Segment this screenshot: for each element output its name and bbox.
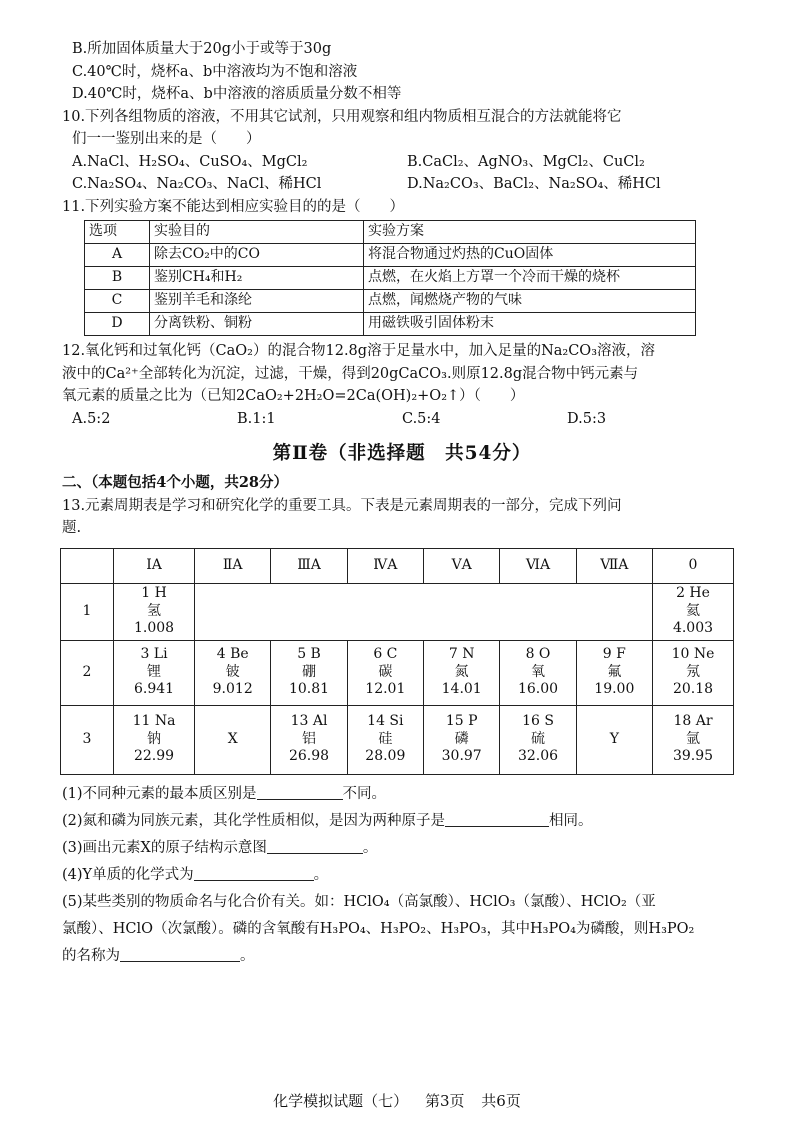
element-b <box>271 640 347 705</box>
group-2a: ⅡA <box>195 548 271 583</box>
footer-total: 共6页 <box>481 1092 521 1110</box>
element-ar-name: 氩 <box>686 730 700 747</box>
q9-option-c: C.40℃时，烧杯a、b中溶液均为不饱和溶液 <box>72 63 358 80</box>
period-1-label: 1 <box>61 583 114 640</box>
element-n-mass: 14.01 <box>441 681 482 698</box>
table-row <box>85 290 696 313</box>
element-p-name: 磷 <box>454 730 469 747</box>
q12-line-1: 12.氧化钙和过氧化钙（CaO₂）的混合物12.8g溶于足量水中，加入足量的Na₂CO₃溶液，溶 <box>62 343 656 359</box>
element-b-name: 硼 <box>302 663 317 680</box>
q12-line-3: 氧元素的质量之比为（已知2CaO₂+2H₂O=2Ca(OH)₂+O₂↑）（ ） <box>62 388 525 404</box>
element-na-name: 钠 <box>147 730 162 747</box>
section-title: 第Ⅱ卷（非选择题 共54分） <box>272 443 532 464</box>
element-c-name: 碳 <box>378 663 393 680</box>
periodic-table-header <box>61 548 734 583</box>
element-f-name: 氟 <box>607 663 622 680</box>
element-na-mass: 22.99 <box>133 748 175 765</box>
element-al-number-symbol: 13 Al <box>290 713 328 730</box>
q13-stem-line-1: 13.元素周期表是学习和研究化学的重要工具。下表是元素周期表的一部分，完成下列问 <box>62 497 622 514</box>
q13-stem-line-2: 题. <box>62 520 82 536</box>
answer-blank[interactable] <box>267 839 363 854</box>
element-he-mass: 4.003 <box>672 620 714 637</box>
q11-row-a-plan: 将混合物通过灼热的CuO固体 <box>364 244 696 267</box>
period-1-row <box>61 583 734 640</box>
q13-sub-4 <box>62 862 742 889</box>
q10-option-a: A.NaCl、H₂SO₄、CuSO₄、MgCl₂ <box>72 153 308 170</box>
element-p <box>424 705 500 774</box>
period-3-row <box>61 705 734 774</box>
group-0: 0 <box>653 548 734 583</box>
page-footer <box>0 1090 794 1113</box>
q11-stem: 11.下列实验方案不能达到相应实验目的的是（ ） <box>62 198 405 215</box>
q12-line-2: 液中的Ca²⁺全部转化为沉淀，过滤，干燥，得到20gCaCO₃.则原12.8g混合物中钙元素与 <box>62 365 639 382</box>
element-h <box>114 583 195 640</box>
q11-row-d-option: D <box>85 313 150 336</box>
q13-sub-4-text: (4)Y单质的化学式为 <box>62 866 194 883</box>
element-si-mass: 28.09 <box>365 748 406 765</box>
element-c <box>347 640 423 705</box>
q11-row-c-plan: 点燃，闻燃烧产物的气味 <box>364 290 696 313</box>
element-be-mass: 9.012 <box>212 681 253 698</box>
element-s-name: 硫 <box>531 730 545 747</box>
q11-table <box>84 220 696 336</box>
element-be-number-symbol: 4 Be <box>216 646 249 663</box>
period-2-label: 2 <box>61 640 114 705</box>
footer-title: 化学模拟试题（七） <box>273 1092 409 1110</box>
element-s <box>500 705 576 774</box>
table-row <box>85 267 696 290</box>
q13-sub-3 <box>62 835 742 862</box>
element-b-number-symbol: 5 B <box>297 646 321 663</box>
answer-blank[interactable] <box>194 866 314 881</box>
q11-header-plan: 实验方案 <box>364 221 696 244</box>
q12-option-b: B.1:1 <box>237 410 276 427</box>
element-he <box>653 583 734 640</box>
q12-option-c: C.5:4 <box>402 410 441 427</box>
exam-page <box>62 38 742 970</box>
element-ne <box>653 640 734 705</box>
element-n-name: 氮 <box>454 663 469 680</box>
period-1-empty <box>195 583 653 640</box>
element-al-mass: 26.98 <box>288 748 330 765</box>
group-7a: ⅦA <box>576 548 652 583</box>
q13-sub-2-text: (2)氮和磷为同族元素，其化学性质相似，是因为两种原子是 <box>62 812 446 829</box>
q13-sub-5-line-3 <box>62 943 742 970</box>
table-row <box>85 244 696 267</box>
period-3-label: 3 <box>61 705 114 774</box>
q11-header-option: 选项 <box>85 221 150 244</box>
q11-table-header <box>85 221 696 244</box>
q11-row-c-option: C <box>85 290 150 313</box>
group-4a: ⅣA <box>347 548 423 583</box>
element-h-number-symbol: 1 H <box>141 585 167 602</box>
element-h-name: 氢 <box>147 602 162 619</box>
group-1a: ⅠA <box>114 548 195 583</box>
group-3a: ⅢA <box>271 548 347 583</box>
header-corner <box>61 548 114 583</box>
element-n <box>424 640 500 705</box>
q13-sub-1-end: 不同。 <box>342 785 387 802</box>
answer-blank[interactable] <box>120 947 240 962</box>
element-si <box>347 705 423 774</box>
period-2-row <box>61 640 734 705</box>
table-row <box>85 313 696 336</box>
q13-sub-1 <box>62 781 742 808</box>
element-ne-number-symbol: 10 Ne <box>671 646 715 663</box>
element-li <box>114 640 195 705</box>
element-he-name: 氦 <box>686 602 700 619</box>
q11-row-a-option: A <box>85 244 150 267</box>
element-al-name: 铝 <box>302 730 317 747</box>
footer-page: 第3页 <box>424 1092 465 1110</box>
q10-option-d: D.Na₂CO₃、BaCl₂、Na₂SO₄、稀HCl <box>407 176 661 192</box>
q10-options-row-1 <box>62 151 742 174</box>
element-o-name: 氧 <box>531 663 545 680</box>
part-heading: 二、（本题包括4个小题，共28分） <box>62 474 289 491</box>
element-li-name: 锂 <box>147 663 162 680</box>
q10-option-c: C.Na₂SO₄、Na₂CO₃、NaCl、稀HCl <box>72 176 322 192</box>
q10-option-b: B.CaCl₂、AgNO₃、MgCl₂、CuCl₂ <box>407 153 645 170</box>
element-o-mass: 16.00 <box>517 681 559 698</box>
element-be-name: 铍 <box>225 663 240 680</box>
element-f-mass: 19.00 <box>594 681 635 698</box>
q13-sub-5-line-1: (5)某些类别的物质命名与化合价有关。如：HClO₄（高氯酸）、HClO₃（氯酸）、HClO₂（亚 <box>62 893 656 910</box>
element-si-name: 硅 <box>378 730 393 747</box>
q11-row-b-option: B <box>85 267 150 290</box>
answer-blank[interactable] <box>445 812 549 827</box>
element-o <box>500 640 576 705</box>
element-o-number-symbol: 8 O <box>525 646 551 663</box>
element-p-mass: 30.97 <box>441 748 482 765</box>
q11-header-purpose: 实验目的 <box>150 221 364 244</box>
q13-sub-4-end: 。 <box>313 866 329 883</box>
periodic-table <box>60 548 734 775</box>
q9-option-d: D.40℃时，烧杯a、b中溶液的溶质质量分数不相等 <box>72 86 402 102</box>
element-li-number-symbol: 3 Li <box>140 646 168 663</box>
element-ar-mass: 39.95 <box>672 748 714 765</box>
element-n-number-symbol: 7 N <box>448 646 475 663</box>
element-ne-mass: 20.18 <box>672 681 714 698</box>
element-ar-number-symbol: 18 Ar <box>673 713 713 730</box>
q13-sub-3-end: 。 <box>362 839 378 856</box>
element-al <box>271 705 347 774</box>
q11-row-b-plan: 点燃，在火焰上方罩一个冷而干燥的烧杯 <box>364 267 696 290</box>
element-si-number-symbol: 14 Si <box>367 713 404 730</box>
element-he-number-symbol: 2 He <box>676 585 710 602</box>
q9-option-b: B.所加固体质量大于20g小于或等于30g <box>72 41 332 57</box>
element-c-mass: 12.01 <box>365 681 406 698</box>
q13-sub-1-text: (1)不同种元素的最本质区别是 <box>62 785 257 802</box>
q11-row-d-plan: 用磁铁吸引固体粉末 <box>364 313 696 336</box>
q13-sub-2 <box>62 808 742 835</box>
q10-stem-line-1: 10.下列各组物质的溶液，不用其它试剂，只用观察和组内物质相互混合的方法就能将它 <box>62 108 622 125</box>
element-li-mass: 6.941 <box>133 681 175 698</box>
element-ne-name: 氖 <box>686 663 700 680</box>
element-b-mass: 10.81 <box>288 681 330 698</box>
element-h-mass: 1.008 <box>133 620 175 637</box>
element-c-number-symbol: 6 C <box>373 646 398 663</box>
q11-row-c-purpose: 鉴别羊毛和涤纶 <box>150 290 364 313</box>
q12-option-a: A.5:2 <box>72 410 111 427</box>
element-na <box>114 705 195 774</box>
element-f-number-symbol: 9 F <box>602 646 626 663</box>
answer-blank[interactable] <box>257 785 343 800</box>
q13-sub-5-text: 的名称为 <box>62 947 120 964</box>
element-f <box>576 640 652 705</box>
q13-sub-5-line-2: 氯酸）、HClO（次氯酸）。磷的含氧酸有H₃PO₄、H₃PO₂、H₃PO₃，其中H₃PO₄为磷酸，则H₃PO₂ <box>62 920 695 937</box>
q13-sub-3-text: (3)画出元素X的原子结构示意图 <box>62 839 267 856</box>
element-p-number-symbol: 15 P <box>445 713 478 730</box>
group-6a: ⅥA <box>500 548 576 583</box>
q13-sub-2-end: 相同。 <box>549 812 593 829</box>
q11-row-b-purpose: 鉴别CH₄和H₂ <box>150 267 364 290</box>
q13-sub-5-end: 。 <box>240 947 255 964</box>
element-y: Y <box>576 705 652 774</box>
group-5a: ⅤA <box>424 548 500 583</box>
element-s-number-symbol: 16 S <box>522 713 554 730</box>
q11-row-d-purpose: 分离铁粉、铜粉 <box>150 313 364 336</box>
element-na-number-symbol: 11 Na <box>132 713 176 730</box>
element-be <box>195 640 271 705</box>
q12-options <box>62 408 742 431</box>
q12-option-d: D.5:3 <box>567 410 607 427</box>
element-ar <box>653 705 734 774</box>
q10-stem-line-2: 们一一鉴别出来的是（ ） <box>72 131 261 147</box>
q10-options-row-2 <box>62 173 742 196</box>
element-s-mass: 32.06 <box>517 748 559 765</box>
q11-row-a-purpose: 除去CO₂中的CO <box>150 244 364 267</box>
element-x: X <box>195 705 271 774</box>
